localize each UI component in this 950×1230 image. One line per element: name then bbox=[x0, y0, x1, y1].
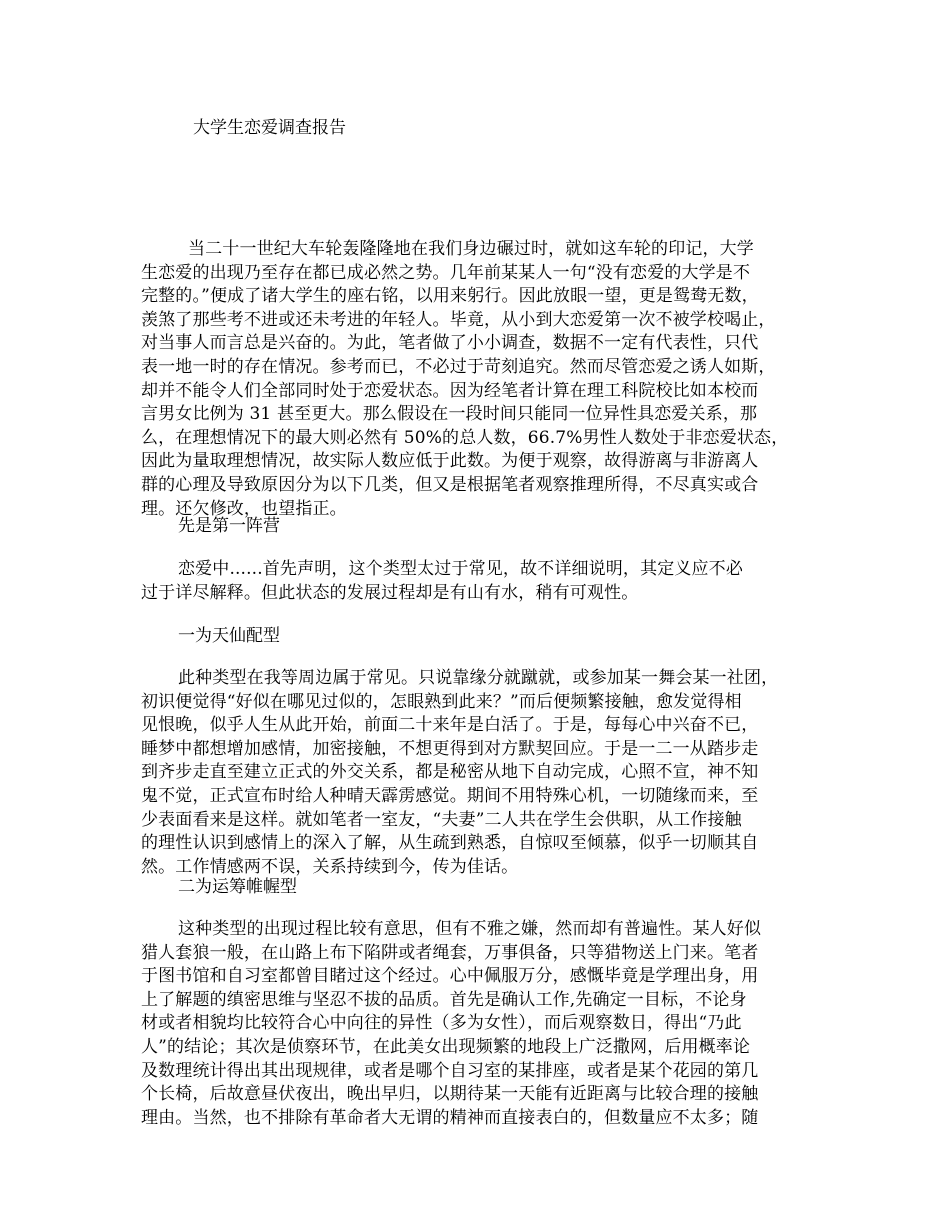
text-line: 当二十一世纪大车轮轰隆隆地在我们身边碾过时，就如这车轮的印记，大学 bbox=[188, 239, 754, 259]
text-line: 理由。当然，也不排除有革命者大无谓的精神而直接表白的，但数量应不太多；随 bbox=[141, 1107, 759, 1128]
type2-paragraph bbox=[141, 918, 831, 1130]
text-line: 人”的结论；其次是侦察环节，在此美女出现频繁的地段上广泛撒网，后用概率论 bbox=[141, 1036, 751, 1057]
text-line: 猎人套狼一般，在山路上布下陷阱或者绳套，万事俱备，只等猎物送上门来。笔者 bbox=[141, 942, 759, 963]
text-line: 表一地一时的存在情况。参考而已，不必过于苛刻追究。然而尽管恋爱之诱人如斯， bbox=[141, 356, 776, 377]
text-line: 初识便觉得“好似在哪见过似的，怎眼熟到此来？”而后便频繁接触，愈发觉得相 bbox=[141, 691, 742, 712]
love-paragraph bbox=[141, 558, 831, 605]
text-line: 生恋爱的出现乃至存在都已成必然之势。几年前某某人一句“没有恋爱的大学是不 bbox=[141, 262, 751, 283]
text-line: 过于详尽解释。但此状态的发展过程却是有山有水，稍有可观性。 bbox=[141, 582, 639, 603]
text-line: 材或者相貌均比较符合心中向往的异性（多为女性），而后观察数日，得出“乃此 bbox=[141, 1013, 742, 1034]
text-line: 么，在理想情况下的最大则必然有 50%的总人数，66.7%男性人数处于非恋爱状态， bbox=[141, 427, 789, 448]
text-line: 到齐步走直至建立正式的外交关系，都是秘密从地下自动完成，心照不宣，神不知 bbox=[141, 762, 759, 783]
text-line: 羡煞了那些考不进或还未考进的年轻人。毕竟，从小到大恋爱第一次不被学校喝止， bbox=[141, 309, 776, 330]
text-line: 上了解题的缜密思维与坚忍不拔的品质。首先是确认工作,先确定一目标，不论身 bbox=[141, 989, 747, 1010]
text-line: 完整的。”便成了诸大学生的座右铭，以用来躬行。因此放眼一望，更是鸳鸯无数， bbox=[141, 286, 759, 307]
text-line: 少表面看来是这样。就如笔者一室友，“夫妻”二人共在学生会供职，从工作接触 bbox=[141, 809, 742, 830]
text-line: 这种类型的出现过程比较有意思，但有不雅之嫌，然而却有普遍性。某人好似 bbox=[178, 919, 762, 939]
text-line: 于图书馆和自习室都曾目睹过这个经过。心中佩服万分，感慨毕竟是学理出身，用 bbox=[141, 966, 759, 987]
text-line: 睡梦中都想增加感情，加密接触，不想更得到对方默契回应。于是一二一从踏步走 bbox=[141, 738, 759, 759]
text-line: 却并不能令人们全部同时处于恋爱状态。因为经笔者计算在理工科院校比如本校而 bbox=[141, 380, 759, 401]
text-line: 对当事人而言总是兴奋的。为此，笔者做了小小调查，数据不一定有代表性，只代 bbox=[141, 333, 759, 354]
text-line: 恋爱中......首先声明，这个类型太过于常见，故不详细说明，其定义应不必 bbox=[178, 559, 743, 579]
text-line: 及数理统计得出其出现规律，或者是哪个自习室的某排座，或者是某个花园的第几 bbox=[141, 1060, 759, 1081]
text-line: 鬼不觉，正式宣布时给人种晴天霹雳感觉。期间不用特殊心机，一切随缘而来，至 bbox=[141, 785, 759, 806]
section-heading-type1: 一为天仙配型 bbox=[178, 626, 280, 646]
section-heading-camp1: 先是第一阵营 bbox=[178, 516, 280, 536]
type1-paragraph bbox=[141, 667, 831, 879]
intro-paragraph bbox=[141, 238, 831, 521]
text-line: 言男女比例为 31 甚至更大。那么假设在一段时间只能同一位异性具恋爱关系，那 bbox=[141, 404, 758, 425]
text-line: 因此为量取理想情况，故实际人数应低于此数。为便于观察，故得游离与非游离人 bbox=[141, 451, 759, 472]
text-line: 此种类型在我等周边属于常见。只说靠缘分就蹴就，或参加某一舞会某一社团， bbox=[178, 668, 779, 688]
text-line: 见恨晚，似乎人生从此开始，前面二十来年是白活了。于是，每每心中兴奋不已， bbox=[141, 715, 759, 736]
text-line: 理。还欠修改，也望指正。 bbox=[141, 498, 347, 519]
text-line: 然。工作情感两不误，关系持续到今，传为佳话。 bbox=[141, 856, 519, 877]
text-line: 的理性认识到感情上的深入了解，从生疏到熟悉，自惊叹至倾慕，似乎一切顺其自 bbox=[141, 833, 759, 854]
section-heading-type2: 二为运筹帷幄型 bbox=[178, 877, 297, 897]
text-line: 群的心理及导致原因分为以下几类，但又是根据笔者观察推理所得，不尽真实或合 bbox=[141, 474, 759, 495]
text-line: 个长椅，后故意昼伏夜出，晚出早归，以期待某一天能有近距离与比较合理的接触 bbox=[141, 1084, 759, 1105]
document-title: 大学生恋爱调查报告 bbox=[193, 118, 346, 138]
